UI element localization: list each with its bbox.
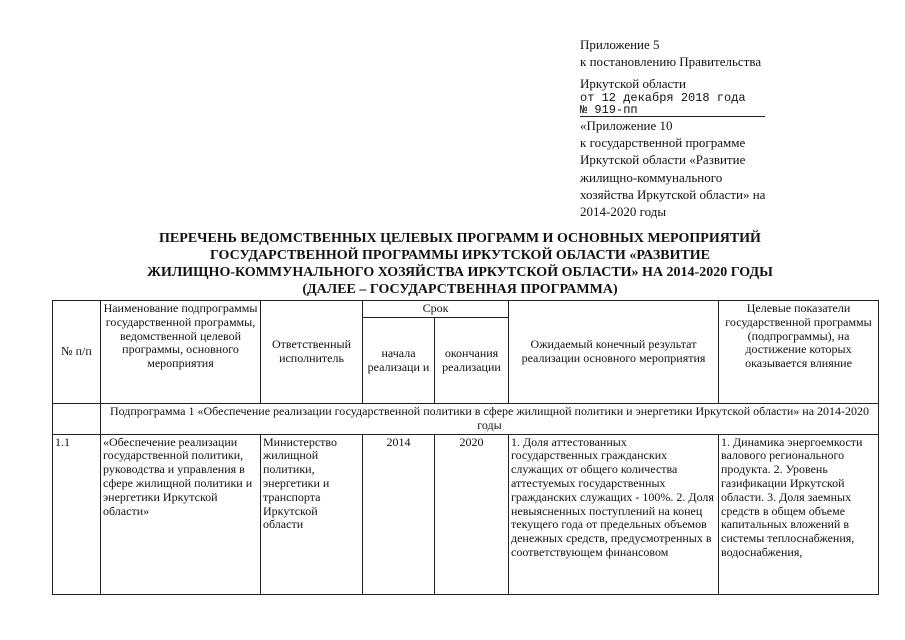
header-end: окончания реализации — [435, 318, 509, 404]
appendix-block — [580, 36, 880, 221]
appendix-line: хозяйства Иркутской области» на — [580, 187, 766, 203]
row-name: «Обеспечение реализации государственной политики, руководства и управления в сфере жилищной политики и энергетики Иркутской области» — [101, 434, 261, 594]
title-line: ГОСУДАРСТВЕННОЙ ПРОГРАММЫ ИРКУТСКОЙ ОБЛАСТИ «РАЗВИТИЕ — [209, 248, 711, 263]
appendix-line: Приложение 5 — [580, 37, 660, 52]
row-start: 2014 — [363, 434, 435, 594]
appendix-line: к государственной программе — [580, 135, 746, 151]
row-end: 2020 — [435, 434, 509, 594]
document-title — [100, 230, 820, 298]
appendix-line: жилищно-коммунального — [580, 169, 723, 185]
header-start: начала реализаци и — [363, 318, 435, 404]
header-term: Срок — [363, 301, 509, 318]
subprogram-num-cell — [53, 404, 101, 435]
subprogram-title: Подпрограмма 1 «Обеспечение реализации государственной политики в сфере жилищной политики и энергетики Иркутской области» на 2014-2020 годы — [101, 404, 879, 435]
appendix-line: к постановлению Правительства — [580, 54, 762, 70]
appendix-doc-number: № 919-пп — [580, 104, 765, 117]
appendix-line: Иркутской области — [580, 75, 686, 91]
appendix-line: «Приложение 10 — [580, 117, 673, 133]
header-result: Ожидаемый конечный результат реализации основного мероприятия — [509, 301, 719, 404]
title-line: ЖИЛИЩНО-КОММУНАЛЬНОГО ХОЗЯЙСТВА ИРКУТСКОЙ ОБЛАСТИ» НА 2014-2020 ГОДЫ — [147, 265, 773, 280]
appendix-line: 2014-2020 годы — [580, 204, 667, 220]
row-result: 1. Доля аттестованных государственных гражданских служащих от общего количества аттестуемых государственных гражданских служащих - 100%. 2. Доля невыясненных поступлений на конец текущего года от предельных объемов денежных средств, предусмотренных в соответствующем финансовом — [509, 434, 719, 594]
header-num: № п/п — [53, 301, 101, 404]
programs-table — [52, 300, 879, 595]
title-line: (ДАЛЕЕ – ГОСУДАРСТВЕННАЯ ПРОГРАММА) — [302, 282, 618, 297]
header-executor: Ответственный исполнитель — [261, 301, 363, 404]
row-executor: Министерство жилищной политики, энергетики и транспорта Иркутской области — [261, 434, 363, 594]
row-targets: 1. Динамика энергоемкости валового регионального продукта. 2. Уровень газификации Иркутской области. 3. Доля заемных средств в общем объеме капитальных вложений в системы теплоснабжения, водоснабжения, — [719, 434, 879, 594]
header-name: Наименование подпрограммы государственной программы, ведомственной целевой программы, основного мероприятия — [101, 301, 261, 404]
appendix-line: Иркутской области «Развитие — [580, 152, 746, 168]
row-num: 1.1 — [53, 434, 101, 594]
appendix-date: от 12 декабря 2018 года — [580, 90, 746, 105]
header-targets: Целевые показатели государственной программы (подпрограммы), на достижение которых оказывается влияние — [719, 301, 879, 404]
title-line: ПЕРЕЧЕНЬ ВЕДОМСТВЕННЫХ ЦЕЛЕВЫХ ПРОГРАММ И ОСНОВНЫХ МЕРОПРИЯТИЙ — [159, 231, 761, 246]
